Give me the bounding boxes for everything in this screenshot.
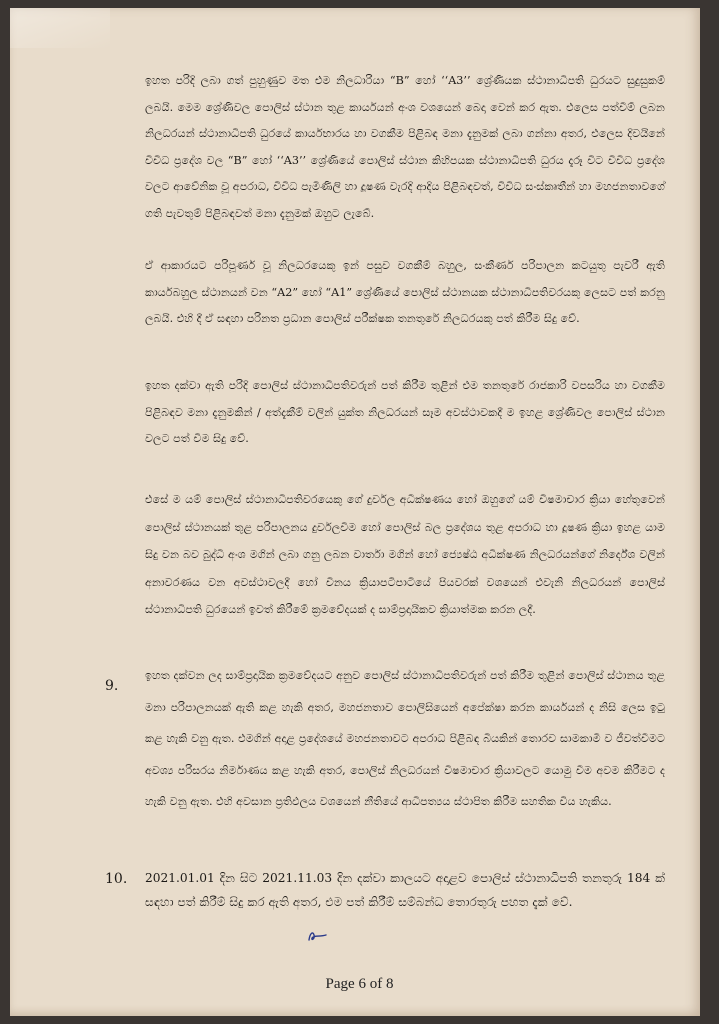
handwritten-initial bbox=[306, 929, 330, 943]
paragraph-1: ඉහත පරිදි ලබා ගත් පුහුණුව මත එම නිලධාරියා “B” හෝ ‘‘A3’’ ශ්‍රේණියක ස්ථානාධිපති ධුරයට සුදුසුකම් ලබයි. මෙම ශ්‍රේණිවල පොලිස් ස්ථාන තුළ කාර්යයන් අංශ වශයෙන් බෙදා වෙන් කර ඇත. එලෙස පත්වීම් ලබන නිලධරයන් ස්ථානාධිපති ධුරයේ කාර්යභාරය හා වගකීම පිළිබඳ මනා දැනුමක් ලබා ගන්නා අතර, එලෙස දිවයිනේ විවිධ ප්‍රදේශ වල “B” හෝ ‘‘A3’’ ශ්‍රේණියේ පොලිස් ස්ථාන කිහිපයක ස්ථානාධිපති ධුරය දැරූ විට විවිධ ප්‍රදේශ වලට ආවේනික වූ අපරාධ, විවිධ පැමිණිලි හා දූෂණ වැරදි ආදිය පිළිබඳවත්, විවිධ සංස්කෘතීන් හා මහජනතාවගේ ගති පැවතුම් පිළිබඳවත් මනා දැනුමක් ඔහුට ලැබේ. bbox=[145, 74, 665, 220]
item-number-9: 9. bbox=[105, 678, 119, 694]
page-fold-highlight bbox=[10, 8, 110, 48]
item-text-9: ඉහත දක්වන ලද සාම්ප්‍රදායික ක්‍රමවේදයට අනුව පොලිස් ස්ථානාධිපතිවරුන් පත් කිරීම තුළින් පොලිස් ස්ථානය තුළ මනා පරිපාලනයක් ඇති කළ හැකි අතර, මහජනතාව පොලිසියෙන් අපේක්ෂා කරන කාර්යයන් ද නිසි ලෙස ඉටු කළ හැකි වනු ඇත. එමගින් අදාළ ප්‍රදේශයේ මහජනතාවට අපරාධ පිළිබඳ බියකින් තොරව සාමකාමී ව ජීවත්වීමට අවශ්‍ය පරිසරය නිර්මාණය කළ හැකි අතර, පොලිස් නිලධරයන් විෂමාචාර ක්‍රියාවලට යොමු වීම අවම කිරීමට ද හැකි වනු ඇත. එහි අවසාන ප්‍රතිඵලය වශයෙන් නීතියේ ආධිපත්‍යය ස්ථාපිත කිරීම සහතික විය හැකිය. bbox=[145, 669, 665, 808]
item-text-10: 2021.01.01 දින සිට 2021.11.03 දින දක්වා කාලයට අදාළව පොලිස් ස්ථානාධිපති තනතුරු 184 ක් සඳහා පත් කිරීම් සිදු කර ඇති අතර, එම පත් කිරීම් සම්බන්ධ තොරතුරු පහත දැක් වේ. bbox=[145, 871, 665, 909]
item-number-10: 10. bbox=[105, 871, 128, 887]
page-number: Page 6 of 8 bbox=[325, 976, 394, 992]
paragraph-3: ඉහත දක්වා ඇති පරිදි පොලිස් ස්ථානාධිපතිවරුන් පත් කිරීම තුළින් එම තනතුරේ රාජකාරි වපසරිය හා වගකීම පිළිබඳව මනා දැනුමකින් / අත්දැකීම් වලින් යුක්ත නිලධරයන් සෑම අවස්ථාවකදී ම ඉහළ ශ්‍රේණිවල පොලිස් ස්ථාන වලට පත් වීම සිදු වේ. bbox=[145, 379, 665, 445]
paragraph-2: ඒ ආකාරයට පරිපූර්ණ වූ නිලධරයෙකු ඉන් පසුව වගකීම් බහුල, සංකීර්ණ පරිපාලන කටයුතු පැවරී ඇති කාර්යබහුල ස්ථානයන් වන “A2” හෝ “A1” ශ්‍රේණියේ පොලිස් ස්ථානයක ස්ථානාධිපතිවරයකු ලෙසට පත් කරනු ලබයි. එහි දී ඒ සඳහා පරිනත ප්‍රධාන පොලිස් පරීක්ෂක තනතුරේ නිලධරයකු පත් කිරීම සිදු වේ. bbox=[145, 259, 665, 325]
paragraph-4: එසේ ම යම් පොලිස් ස්ථානාධිපතිවරයෙකු ගේ දුර්වල අධීක්ෂණය හෝ ඔහුගේ යම් විෂමාචාර ක්‍රියා හේතුවෙන් පොලිස් ස්ථානයක් තුළ පරිපාලනය දුර්වලවීම හෝ පොලිස් බල ප්‍රදේශය තුළ අපරාධ හා දූෂණ ක්‍රියා ඉහළ යාම සිදු වන බව බුද්ධි අංශ මගින් ලබා ගනු ලබන වාර්තා මගින් හෝ ජ්‍යෙෂ්ඨ අධීක්ෂණ නිලධරයන්ගේ නිර්දේශ වලින් අනාවරණය වන අවස්ථාවලදී හෝ විනය ක්‍රියාපටිපාටියේ පියවරක් වශයෙන් එවැනි නිලධරයන් පොලිස් ස්ථානාධිපති ධුරයෙන් ඉවත් කිරීමේ ක්‍රමවේදයක් ද සාම්ප්‍රදායිකව ක්‍රියාත්මක කරන ලදී. bbox=[145, 493, 665, 616]
